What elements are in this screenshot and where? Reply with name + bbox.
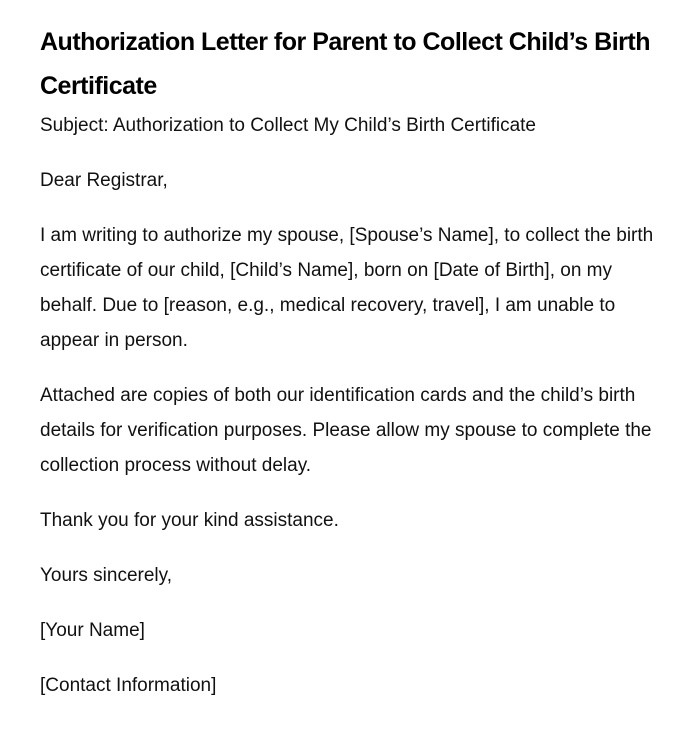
- closing: Yours sincerely,: [40, 565, 173, 586]
- body-paragraph-3: Thank you for your kind assistance.: [40, 510, 339, 531]
- body-paragraph-2: Attached are copies of both our identification cards and the child’s birth details for verification purposes. Please allow my spouse to complete the collection process without delay.: [40, 385, 652, 476]
- salutation: Dear Registrar,: [40, 170, 168, 191]
- letter-title: Authorization Letter for Parent to Collect Child’s Birth Certificate: [40, 28, 650, 100]
- signature-name: [Your Name]: [40, 620, 145, 641]
- letter-subject: Subject: Authorization to Collect My Child’s Birth Certificate: [40, 115, 536, 136]
- letter-document: [40, 20, 660, 723]
- contact-information: [Contact Information]: [40, 675, 217, 696]
- body-paragraph-1: I am writing to authorize my spouse, [Spouse’s Name], to collect the birth certificate of our child, [Child’s Name], born on [Date of Birth], on my behalf. Due to [reason, e.g., medical recovery, travel], I am unable to appear in person.: [40, 225, 654, 351]
